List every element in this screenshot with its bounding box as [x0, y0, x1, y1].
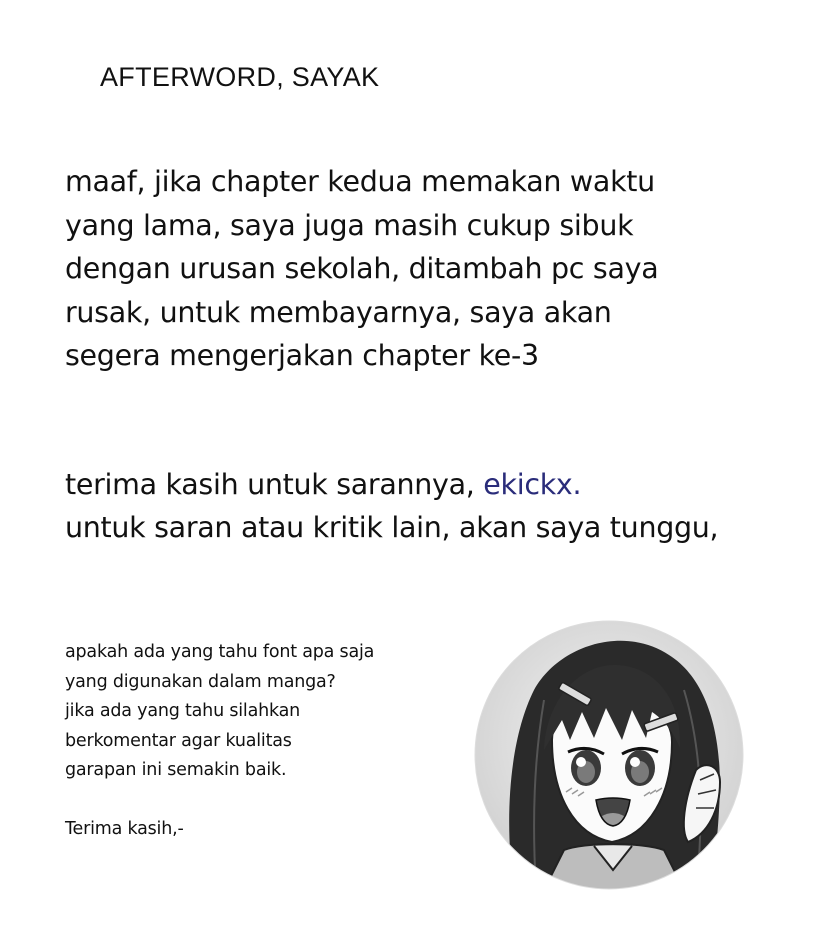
page-title: AFTERWORD, SAYAK [100, 62, 380, 92]
signoff: Terima kasih,- [65, 819, 184, 839]
anime-girl-portrait-icon [474, 620, 744, 890]
note-line: apakah ada yang tahu font apa saja [65, 642, 375, 662]
intro-line: maaf, jika chapter kedua memakan waktu [65, 165, 655, 198]
note-line: berkomentar agar kualitas [65, 730, 292, 751]
thanks-line-2: untuk saran atau kritik lain, akan saya tunggu, [65, 511, 719, 544]
intro-line: segera mengerjakan chapter ke-3 [65, 339, 539, 372]
contributor-name: ekickx. [483, 468, 582, 501]
thanks-line [65, 463, 718, 506]
intro-paragraph [65, 160, 658, 378]
font-question-note [65, 638, 374, 845]
intro-line: rusak, untuk membayarnya, saya akan [65, 295, 612, 329]
thanks-prefix: terima kasih untuk sarannya, [65, 468, 484, 501]
intro-line: dengan urusan sekolah, ditambah pc saya [65, 252, 659, 285]
note-line: yang digunakan dalam manga? [65, 671, 336, 692]
spacer [65, 786, 374, 816]
note-line: garapan ini semakin baik. [65, 760, 287, 780]
thanks-paragraph [65, 463, 718, 549]
intro-line: yang lama, saya juga masih cukup sibuk [65, 208, 634, 242]
note-line: jika ada yang tahu silahkan [65, 701, 301, 721]
